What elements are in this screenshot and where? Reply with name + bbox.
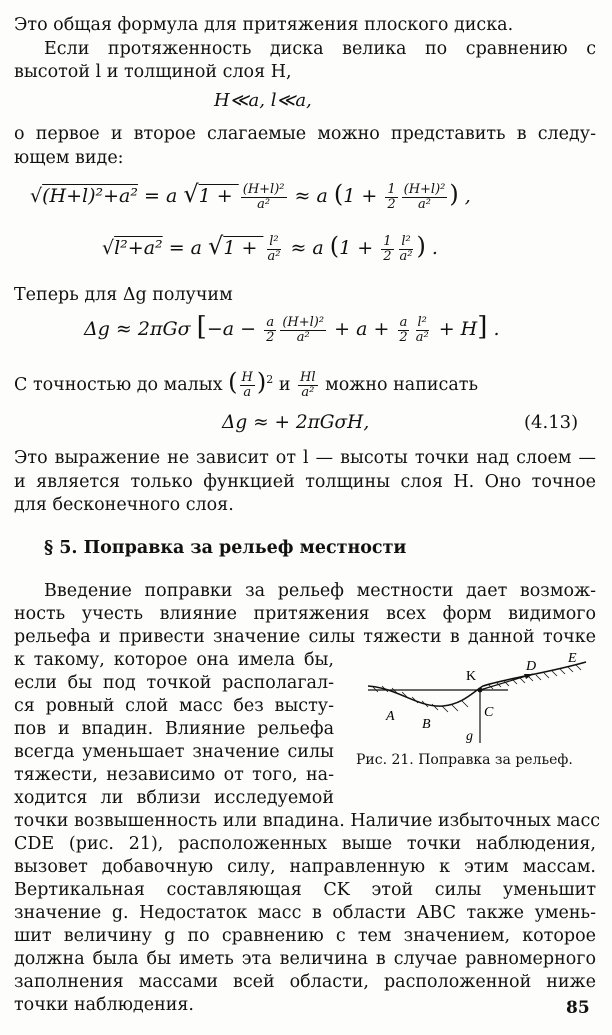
formula-4: Δg ≈ + 2πGσH, <box>222 412 370 433</box>
accuracy-line: С точностью до малых ( $\frac{H}{a}$ )$^2$ и $\frac{Hl}{\text{a²}}$ можно написать <box>14 368 478 400</box>
text-line: высотой l и толщиной слоя H, <box>14 62 292 82</box>
label-k: K <box>466 669 477 684</box>
text-line: точки наблюдения. <box>14 995 194 1015</box>
text-line: Вертикальная составляющая CK этой силы уменьшит <box>14 880 596 900</box>
text-line: к такому, которое она имела бы, <box>14 650 334 670</box>
formula-2: √l²+a² = a √1 + $\frac{\text{l²}}{\text{a²}}$ ≈ a (1 + $\frac{1}{2}$ $\frac{\text{l²}}{\text{a²}}$ ) . <box>102 232 438 264</box>
text-line: о первое и второе слагаемые можно представить в следу- <box>14 124 596 144</box>
text-line: Введение поправки за рельеф местности дает возмож- <box>44 581 596 601</box>
text-line: ся ровный слой масс без высту- <box>14 696 334 716</box>
page-number: 85 <box>566 998 590 1018</box>
text-line: если бы под точкой располагал- <box>14 673 334 693</box>
label-b: B <box>422 717 431 732</box>
text-line: CDE (рис. 21), расположенных выше точки наблюдения, <box>14 834 596 854</box>
text-line: ющем виде: <box>14 148 124 168</box>
label-c: C <box>484 705 494 720</box>
text-line: Теперь для Δg получим <box>14 285 233 305</box>
text-line: должна была бы иметь эта величина в случае равномерного <box>14 949 596 969</box>
relief-hatching <box>372 665 581 712</box>
text-line: Если протяженность диска велика по сравнению с <box>44 39 596 59</box>
text-line: рельефа и привести значение силы тяжести в данной точке <box>14 627 596 647</box>
label-g: g <box>466 729 473 744</box>
figure-caption: Рис. 21. Поправка за рельеф. <box>356 752 573 768</box>
text-line: и является только функцией толщины слоя H. Оно точное <box>14 472 596 492</box>
text-line: заполнения массами всей области, расположенной ниже <box>14 972 596 992</box>
label-e: E <box>568 651 577 666</box>
section-heading: § 5. Поправка за рельеф местности <box>44 538 407 558</box>
text-line: всегда уменьшает значение силы <box>14 742 334 762</box>
text-line: тяжести, независимо от того, на- <box>14 765 334 785</box>
text-line: шит величину g по сравнению с тем значением, которое <box>14 926 596 946</box>
text-line: для бесконечного слоя. <box>14 495 234 515</box>
label-a: A <box>386 709 395 724</box>
text-line: значение g. Недостаток масс в области ABC также умень- <box>14 903 596 923</box>
equation-number: (4.13) <box>524 412 579 433</box>
text-line: ходится ли вблизи исследуемой <box>14 788 334 808</box>
label-d: D <box>526 659 537 674</box>
text-line: Это общая формула для притяжения плоского диска. <box>14 15 514 35</box>
formula-3: Δg ≈ 2πGσ [−a − $\frac{a}{2}$ $\frac{\text{(H+l)²}}{\text{a²}}$ + a + $\frac{a}{2}$ $\frac{\text{l²}}{\text{a²}}$ + H] . <box>84 312 500 345</box>
formula-condition: H≪a, l≪a, <box>214 90 312 111</box>
text-line: пов и впадин. Влияние рельефа <box>14 719 334 739</box>
text-line: ность учесть влияние притяжения всех форм видимого <box>14 604 596 624</box>
relief-figure <box>358 648 598 748</box>
text-line: вызовет добавочную силу, направленную к этим массам. <box>14 857 596 877</box>
relief-profile <box>368 662 586 706</box>
formula-1: √(H+l)²+a² = a √1 + $\frac{\text{(H+l)²}}{\text{a²}}$ ≈ a (1 + $\frac{1}{2}$ $\frac{\text{(H+l)²}}{\text{a²}}$ ) , <box>30 180 471 212</box>
text-line: точки возвышенность или впадина. Наличие избыточных масс <box>14 811 601 831</box>
text-line: Это выражение не зависит от l — высоты точки над слоем — <box>14 448 596 468</box>
